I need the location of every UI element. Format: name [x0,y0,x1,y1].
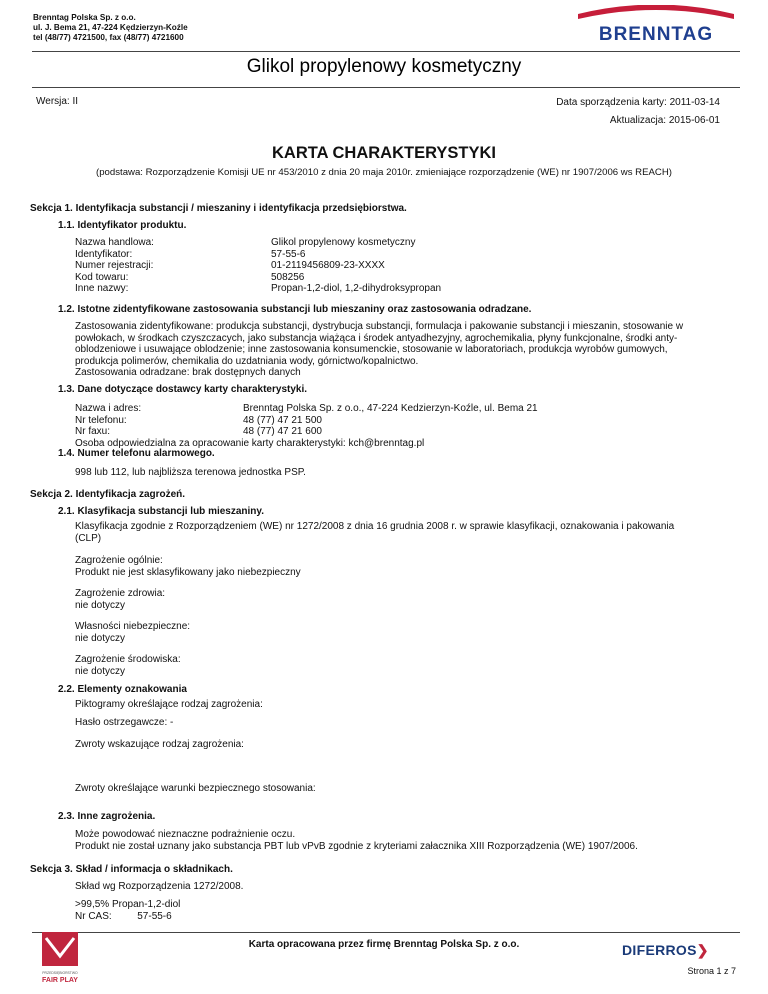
uses-line: oblodzeniowe i usuwające oblodzenie; inne zastosowania konsumenckie, stosowanie w laboratoriach, produkcja wyrobów gumowych, [75,344,668,356]
section-3-title: Sekcja 3. Skład / informacja o składnikach. [30,864,233,875]
fair-play-small: PRZEDSIĘBIORSTWO [42,971,78,975]
diferros-logo-text: DIFERROS [622,942,697,958]
brenntag-logo-text: BRENNTAG [598,24,714,45]
product-identifiers [75,237,675,295]
cas-value: 57-55-6 [137,910,172,922]
clp-classification [75,521,674,544]
cas-row [75,911,172,923]
company-street: ul. J. Bema 21, 47-224 Kędzierzyn-Koźle [33,23,188,32]
field-label: Nazwa handlowa: [75,237,154,248]
uses-line: Zastosowania zidentyfikowane: produkcja substancji, dystrybucja substancji, formulacja i pakowanie substancji i mieszanin, stosowanie w [75,321,684,332]
header-rule [32,51,740,52]
footer-rule [32,932,740,933]
hazard-label: Zagrożenie środowiska: [75,654,181,665]
hazard-value: nie dotyczy [75,599,126,611]
field-value: Glikol propylenowy kosmetyczny [271,237,416,248]
section-1-title: Sekcja 1. Identyfikacja substancji / mieszaniny i identyfikacja przedsiębiorstwa. [30,203,407,214]
signal-word: Hasło ostrzegawcze: - [75,717,174,728]
supplier-value: 48 (77) 47 21 500 [243,414,322,426]
p-phrases-label: Zwroty określające warunki bezpiecznego stosowania: [75,783,316,794]
field-value: 57-55-6 [271,248,306,260]
other-hazards [75,829,638,852]
field-label: Numer rejestracji: [75,260,154,272]
title-rule [32,87,740,88]
other-hazard-line: Może powodować nieznaczne podrażnienie oczu. [75,829,296,840]
version: Wersja: II [36,96,79,107]
section-2-1-title: 2.1. Klasyfikacja substancji lub mieszaniny. [58,506,265,517]
hazard-general [75,555,301,578]
section-2-2-title: 2.2. Elementy oznakowania [58,684,187,695]
clp-line: (CLP) [75,532,102,544]
field-label: Inne nazwy: [75,283,129,295]
supplier-label: Nazwa i adres: [75,403,142,414]
field-value: 508256 [271,271,305,283]
main-title: KARTA CHARAKTERYSTYKI [272,144,496,162]
field-value: 01-2119456809-23-XXXX [271,260,385,272]
hazard-label: Zagrożenie zdrowia: [75,588,166,599]
company-address [33,13,188,43]
hazard-health [75,588,165,611]
diferros-logo [622,942,709,959]
field-value: Propan-1,2-diol, 1,2-dihydroksypropan [271,283,442,295]
supplier-label: Nr faxu: [75,426,111,438]
legal-basis: (podstawa: Rozporządzenie Komisji UE nr 453/2010 z dnia 20 maja 2010r. zmieniające rozporządzenie (WE) nr 1907/2006 ws REACH) [96,167,672,178]
clp-line: Klasyfikacja zgodnie z Rozporządzeniem (WE) nr 1272/2008 z dnia 16 grudnia 2008 r. w sprawie klasyfikacji, oznakowania i pakowania [75,521,675,532]
hazard-value: nie dotyczy [75,665,126,677]
company-name: Brenntag Polska Sp. z o.o. [33,13,136,22]
supplier-value: 48 (77) 47 21 600 [243,426,322,438]
uses-line: powłokach, w środkach czyszczacych, jako substancja wiążąca i środek antyadhezyjny, agrochemikalia, płyny funkcjonalne, środki anty- [75,332,678,344]
hazard-properties [75,621,190,644]
composition-basis: Skład wg Rozporządzenia 1272/2008. [75,881,244,892]
brenntag-logo [570,5,742,49]
uses-line: Zastosowania odradzane: brak dostępnych danych [75,367,301,379]
supplier-value: Brenntag Polska Sp. z o.o., 47-224 Kedzierzyn-Koźle, ul. Bema 21 [243,403,538,414]
uses-paragraph [75,321,683,379]
composition-component: >99,5% Propan-1,2-diol [75,899,181,910]
emergency-number: 998 lub 112, lub najbliższa terenowa jednostka PSP. [75,467,306,478]
hazard-label: Zagrożenie ogólnie: [75,555,163,566]
page-number: Strona 1 z 7 [687,966,736,976]
section-1-1-title: 1.1. Identyfikator produktu. [58,220,187,231]
section-1-3-title: 1.3. Dane dotyczące dostawcy karty charakterystyki. [58,384,308,395]
product-title: Glikol propylenowy kosmetyczny [246,56,522,77]
hazard-environment [75,654,181,677]
uses-line: produkcja polimerów, chemikalia do uzdatniania wody, górnictwo/kopalnictwo. [75,355,419,367]
section-2-3-title: 2.3. Inne zagrożenia. [58,811,156,822]
supplier-label: Nr telefonu: [75,414,127,426]
pictograms-label: Piktogramy określające rodzaj zagrożenia: [75,699,263,710]
section-2-title: Sekcja 2. Identyfikacja zagrożeń. [30,489,186,500]
hazard-value: Produkt nie jest sklasyfikowany jako niebezpieczny [75,566,301,578]
responsible-person: Osoba odpowiedzialna za opracowanie karty charakterystyki: kch@brenntag.pl [75,437,425,449]
section-1-2-title: 1.2. Istotne zidentyfikowane zastosowania substancji lub mieszaniny oraz zastosowania odradzane. [58,304,532,315]
cas-label: Nr CAS: [75,910,112,922]
date-created: Data sporządzenia karty: 2011-03-14 [556,97,720,108]
hazard-value: nie dotyczy [75,632,126,644]
chevron-right-icon: ❯ [696,942,709,958]
hazard-label: Własności niebezpieczne: [75,621,191,632]
date-updated: Aktualizacja: 2015-06-01 [609,115,720,126]
company-phone: tel (48/77) 4721500, fax (48/77) 4721600 [33,33,184,42]
h-phrases-label: Zwroty wskazujące rodzaj zagrożenia: [75,739,244,750]
footer-text: Karta opracowana przez firmę Brenntag Polska Sp. z o.o. [248,939,520,950]
field-label: Kod towaru: [75,271,129,283]
other-hazard-line: Produkt nie został uznany jako substancja PBT lub vPvB zgodnie z kryteriami załacznika XIII Rozporządzenia (WE) 1907/2006. [75,840,638,852]
fair-play-text: FAIR PLAY [42,977,78,984]
section-1-4-title: 1.4. Numer telefonu alarmowego. [58,448,215,459]
supplier-details [75,403,715,449]
field-label: Identyfikator: [75,248,133,260]
